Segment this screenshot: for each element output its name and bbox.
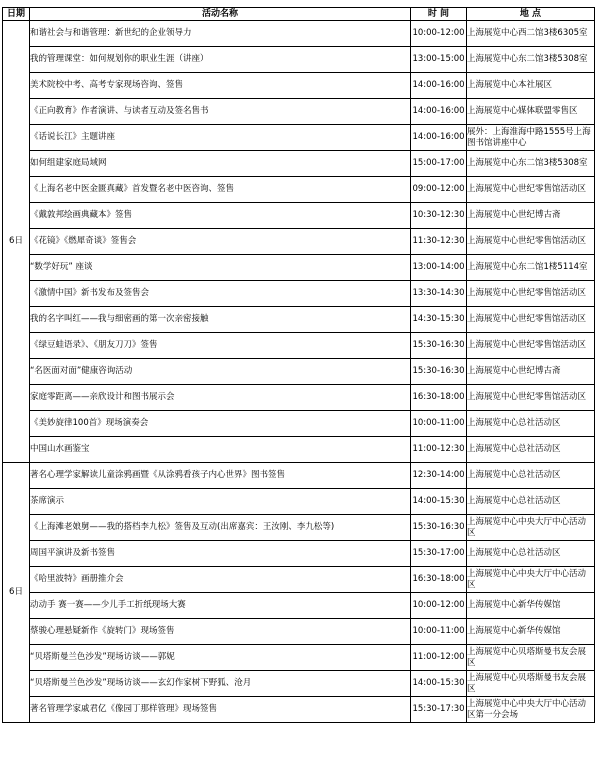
table-row [3,385,595,411]
venue-cell: 上海展览中心总社活动区 [467,463,595,489]
table-row [3,333,595,359]
venue-cell: 上海展览中心东二馆3楼5308室 [467,47,595,73]
time-cell: 16:30-18:00 [411,385,467,411]
event-cell: “名医面对面”健康咨询活动 [30,359,411,385]
venue-cell: 上海展览中心媒体联盟零售区 [467,99,595,125]
venue-cell: 上海展览中心总社活动区 [467,437,595,463]
event-cell: 《美妙旋律100首》现场演奏会 [30,411,411,437]
time-cell: 14:00-15:30 [411,489,467,515]
table-row [3,359,595,385]
event-cell: “贝塔斯曼兰色沙发”现场访谈——玄幻作家树下野狐、沧月 [30,671,411,697]
event-cell: 茶席演示 [30,489,411,515]
table-row [3,437,595,463]
table-row [3,229,595,255]
venue-cell: 上海展览中心新华传媒馆 [467,619,595,645]
time-cell: 15:30-16:30 [411,359,467,385]
venue-cell: 上海展览中心西二馆3楼6305室 [467,21,595,47]
event-cell: 著名管理学家戚君亿《像园丁那样管理》现场签售 [30,697,411,723]
event-cell: 美术院校中考、高考专家现场咨询、签售 [30,73,411,99]
time-cell: 14:00-16:00 [411,73,467,99]
time-cell: 10:00-12:00 [411,593,467,619]
venue-cell: 上海展览中心世纪零售馆活动区 [467,307,595,333]
time-cell: 15:30-17:30 [411,697,467,723]
time-cell: 13:00-15:00 [411,47,467,73]
venue-cell: 上海展览中心世纪博古斋 [467,203,595,229]
table-row [3,697,595,723]
time-cell: 09:00-12:00 [411,177,467,203]
venue-cell: 上海展览中心总社活动区 [467,411,595,437]
table-row [3,645,595,671]
date-cell: 6日 [3,21,30,463]
table-row [3,21,595,47]
event-cell: 《激情中国》新书发布及签售会 [30,281,411,307]
time-cell: 16:30-18:00 [411,567,467,593]
venue-cell: 上海展览中心中央大厅中心活动区 [467,515,595,541]
venue-cell: 上海展览中心总社活动区 [467,541,595,567]
date-cell: 6日 [3,463,30,723]
venue-cell: 上海展览中心新华传媒馆 [467,593,595,619]
venue-cell: 展外：上海淮海中路1555号上海图书馆讲座中心 [467,125,595,151]
table-row [3,411,595,437]
time-cell: 15:30-16:30 [411,515,467,541]
event-cell: “数学好玩” 座谈 [30,255,411,281]
event-cell: 蔡骏心理悬疑新作《旋转门》现场签售 [30,619,411,645]
header-row [3,8,595,21]
time-cell: 11:00-12:00 [411,645,467,671]
event-schedule-table [2,7,595,723]
time-cell: 14:30-15:30 [411,307,467,333]
time-cell: 11:00-12:30 [411,437,467,463]
table-row [3,47,595,73]
event-cell: 我的管理课堂：如何规划你的职业生涯（讲座） [30,47,411,73]
venue-cell: 上海展览中心中央大厅中心活动区第一分会场 [467,697,595,723]
header-venue: 地 点 [467,8,595,21]
event-cell: 家庭零距离——亲欣设计和图书展示会 [30,385,411,411]
event-cell: 和谐社会与和谐管理：新世纪的企业领导力 [30,21,411,47]
table-row [3,541,595,567]
event-cell: “贝塔斯曼兰色沙发”现场访谈——郭妮 [30,645,411,671]
event-cell: 著名心理学家解读儿童涂鸦画暨《从涂鸦看孩子内心世界》图书签售 [30,463,411,489]
event-cell: 我的名字叫红——我与细密画的第一次亲密接触 [30,307,411,333]
table-row [3,203,595,229]
venue-cell: 上海展览中心东二馆1楼5114室 [467,255,595,281]
table-row [3,73,595,99]
time-cell: 15:30-16:30 [411,333,467,359]
venue-cell: 上海展览中心本社展区 [467,73,595,99]
table-row [3,593,595,619]
time-cell: 15:30-17:00 [411,541,467,567]
table-row [3,99,595,125]
table-row [3,515,595,541]
venue-cell: 上海展览中心世纪博古斋 [467,359,595,385]
table-row [3,619,595,645]
time-cell: 10:00-12:00 [411,21,467,47]
venue-cell: 上海展览中心东二馆3楼5308室 [467,151,595,177]
table-row [3,489,595,515]
event-cell: 《正向教育》作者演讲、与读者互动及签名售书 [30,99,411,125]
venue-cell: 上海展览中心世纪零售馆活动区 [467,333,595,359]
table-row [3,567,595,593]
time-cell: 10:30-12:30 [411,203,467,229]
table-row [3,125,595,151]
event-cell: 《哈里波特》画册推介会 [30,567,411,593]
table-row [3,255,595,281]
time-cell: 14:00-15:30 [411,671,467,697]
time-cell: 10:00-11:00 [411,619,467,645]
time-cell: 12:30-14:00 [411,463,467,489]
event-cell: 《戴敦邦绘画典藏本》签售 [30,203,411,229]
time-cell: 13:00-14:00 [411,255,467,281]
header-event: 活动名称 [30,8,411,21]
table-row [3,177,595,203]
table-row [3,307,595,333]
time-cell: 14:00-16:00 [411,125,467,151]
event-cell: 《绿豆蛙语录》、《朋友刀刀》签售 [30,333,411,359]
time-cell: 13:30-14:30 [411,281,467,307]
event-cell: 《花镜》《燃犀奇谈》签售会 [30,229,411,255]
time-cell: 15:00-17:00 [411,151,467,177]
event-cell: 动动手 赛一赛——少儿手工折纸现场大赛 [30,593,411,619]
header-time: 时 间 [411,8,467,21]
table-row [3,281,595,307]
venue-cell: 上海展览中心世纪零售馆活动区 [467,229,595,255]
event-cell: 《上海名老中医金匮真藏》首发暨名老中医咨询、签售 [30,177,411,203]
table-row [3,671,595,697]
time-cell: 10:00-11:00 [411,411,467,437]
header-date: 日期 [3,8,30,21]
table-row [3,151,595,177]
venue-cell: 上海展览中心贝塔斯曼书友会展区 [467,645,595,671]
venue-cell: 上海展览中心世纪零售馆活动区 [467,385,595,411]
event-cell: 中国山水画鉴宝 [30,437,411,463]
table-row [3,463,595,489]
venue-cell: 上海展览中心总社活动区 [467,489,595,515]
venue-cell: 上海展览中心中央大厅中心活动区 [467,567,595,593]
time-cell: 14:00-16:00 [411,99,467,125]
event-cell: 《上海滩老娘舅——我的搭档李九松》签售及互动(出席嘉宾：王汝刚、李九松等) [30,515,411,541]
time-cell: 11:30-12:30 [411,229,467,255]
venue-cell: 上海展览中心世纪零售馆活动区 [467,177,595,203]
event-cell: 周国平演讲及新书签售 [30,541,411,567]
venue-cell: 上海展览中心贝塔斯曼书友会展区 [467,671,595,697]
venue-cell: 上海展览中心世纪零售馆活动区 [467,281,595,307]
event-cell: 《话说长江》主题讲座 [30,125,411,151]
event-cell: 如何组建家庭局域网 [30,151,411,177]
